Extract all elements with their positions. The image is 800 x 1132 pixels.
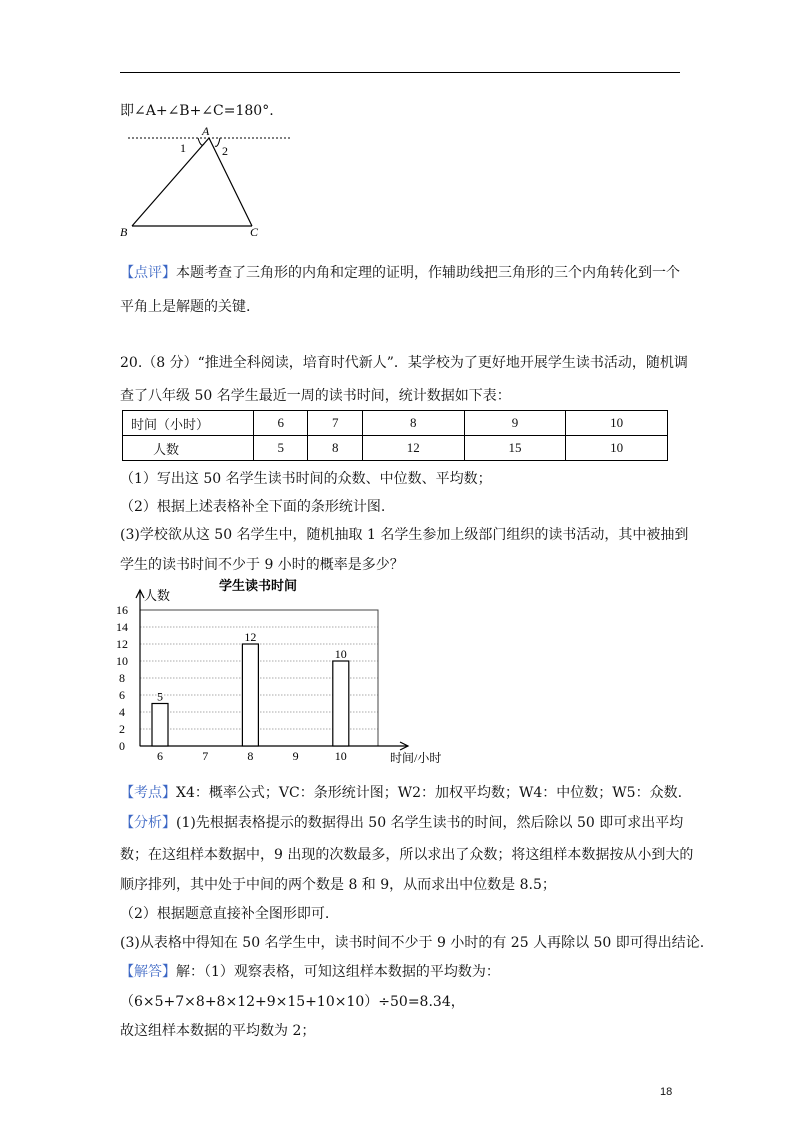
header-rule xyxy=(120,72,680,73)
top-text: 即∠A+∠B+∠C=180°. xyxy=(120,103,274,119)
x-tick-label: 6 xyxy=(157,749,163,763)
answer-line2: （6×5+7×8+8×12+9×15+10×10）÷50=8.34， xyxy=(120,994,465,1010)
y-axis-label: 人数 xyxy=(144,588,171,603)
table-row xyxy=(123,436,668,461)
bar-data-label: 12 xyxy=(244,630,257,644)
table-row xyxy=(123,411,668,436)
analysis-line2: 数；在这组样本数据中，9 出现的次数最多，所以求出了众数；将这组样本数据按从小到大的 xyxy=(120,847,694,863)
y-tick-label: 2 xyxy=(119,722,125,736)
row-header-count: 人数 xyxy=(123,436,254,461)
analysis-line5: (3)从表格中得知在 50 名学生中，读书时间不少于 9 小时的有 25 人再除以 50 即可得出结论. xyxy=(120,935,705,951)
y-tick-label: 8 xyxy=(119,671,125,685)
x-tick-label: 10 xyxy=(334,749,347,763)
answer-tag: 【解答】 xyxy=(120,964,176,980)
x-tick-label: 8 xyxy=(247,749,254,763)
bar xyxy=(152,704,168,747)
table-cell: 8 xyxy=(308,436,362,461)
sub-question-3-line1: (3)学校欲从这 50 名学生中，随机抽取 1 名学生参加上级部门组织的读书活动，其中被抽到 xyxy=(120,527,689,543)
table-cell: 8 xyxy=(362,411,464,436)
sub-question-1: （1）写出这 50 名学生读书时间的众数、中位数、平均数； xyxy=(120,471,492,487)
x-tick-label: 9 xyxy=(292,749,299,763)
y-tick-label: 6 xyxy=(119,688,125,702)
bar xyxy=(242,644,258,746)
answer-line3: 故这组样本数据的平均数为 2； xyxy=(120,1023,316,1039)
chart-title: 学生读书时间 xyxy=(218,578,298,593)
table-cell: 10 xyxy=(566,411,668,436)
analysis-tag: 【分析】 xyxy=(120,815,176,831)
y-tick-label: 16 xyxy=(116,603,128,617)
label-c: C xyxy=(250,225,259,239)
sub-question-3-line2: 学生的读书时间不少于 9 小时的概率是多少？ xyxy=(120,557,404,573)
answer-text1: 解：（1）观察表格，可知这组样本数据的平均数为： xyxy=(176,964,500,980)
bar-data-label: 10 xyxy=(334,647,347,661)
table-cell: 10 xyxy=(566,436,668,461)
angle2-arc xyxy=(215,138,220,146)
sub-question-2: （2）根据上述表格补全下面的条形统计图. xyxy=(120,499,386,515)
table-cell: 9 xyxy=(464,411,566,436)
data-table xyxy=(122,410,668,461)
question-line2: 查了八年级 50 名学生最近一周的读书时间，统计数据如下表： xyxy=(120,388,511,404)
comment-line2: 平角上是解题的关键. xyxy=(120,299,251,315)
kaodian-text: X4：概率公式；VC：条形统计图；W2：加权平均数；W4：中位数；W5：众数. xyxy=(176,785,683,801)
x-tick-label: 7 xyxy=(202,749,209,763)
label-b: B xyxy=(120,225,128,239)
table-cell: 7 xyxy=(308,411,362,436)
analysis-line1 xyxy=(120,812,683,832)
table-cell: 12 xyxy=(362,436,464,461)
kaodian-tag: 【考点】 xyxy=(120,785,176,801)
triangle-figure xyxy=(112,122,312,242)
y-tick-label: 12 xyxy=(116,637,128,651)
analysis-text1: (1)先根据表格提示的数据得出 50 名学生读书的时间，然后除以 50 即可求出平均 xyxy=(176,815,684,831)
question-line1: 20.（8 分）“推进全科阅读，培育时代新人”．某学校为了更好地开展学生读书活动，随机调 xyxy=(120,355,688,371)
comment-text1: 本题考查了三角形的内角和定理的证明，作辅助线把三角形的三个内角转化到一个 xyxy=(176,265,680,281)
label-a: A xyxy=(202,124,210,138)
comment-tag: 【点评】 xyxy=(120,265,176,281)
table-cell: 6 xyxy=(254,411,308,436)
answer-line1 xyxy=(120,961,500,981)
x-axis-label: 时间/小时 xyxy=(390,751,442,765)
side-ac xyxy=(209,138,252,226)
y-tick-label: 14 xyxy=(116,620,128,634)
analysis-line4: （2）根据题意直接补全图形即可. xyxy=(120,906,330,922)
label-angle2: 2 xyxy=(222,144,228,158)
side-ab xyxy=(132,138,209,226)
y-tick-label: 4 xyxy=(119,705,125,719)
page-number: 18 xyxy=(660,1086,673,1098)
y-tick-label: 10 xyxy=(116,654,128,668)
y-tick-label: 0 xyxy=(119,739,125,753)
bar xyxy=(333,661,349,746)
analysis-line3: 顺序排列，其中处于中间的两个数是 8 和 9，从而求出中位数是 8.5； xyxy=(120,877,556,893)
kaodian-line xyxy=(120,782,682,802)
table-cell: 5 xyxy=(254,436,308,461)
label-angle1: 1 xyxy=(180,141,186,155)
row-header-time: 时间（小时） xyxy=(123,411,254,436)
bar-data-label: 5 xyxy=(157,689,163,704)
table-cell: 15 xyxy=(464,436,566,461)
bar-chart xyxy=(112,578,442,768)
comment-line1 xyxy=(120,262,680,282)
